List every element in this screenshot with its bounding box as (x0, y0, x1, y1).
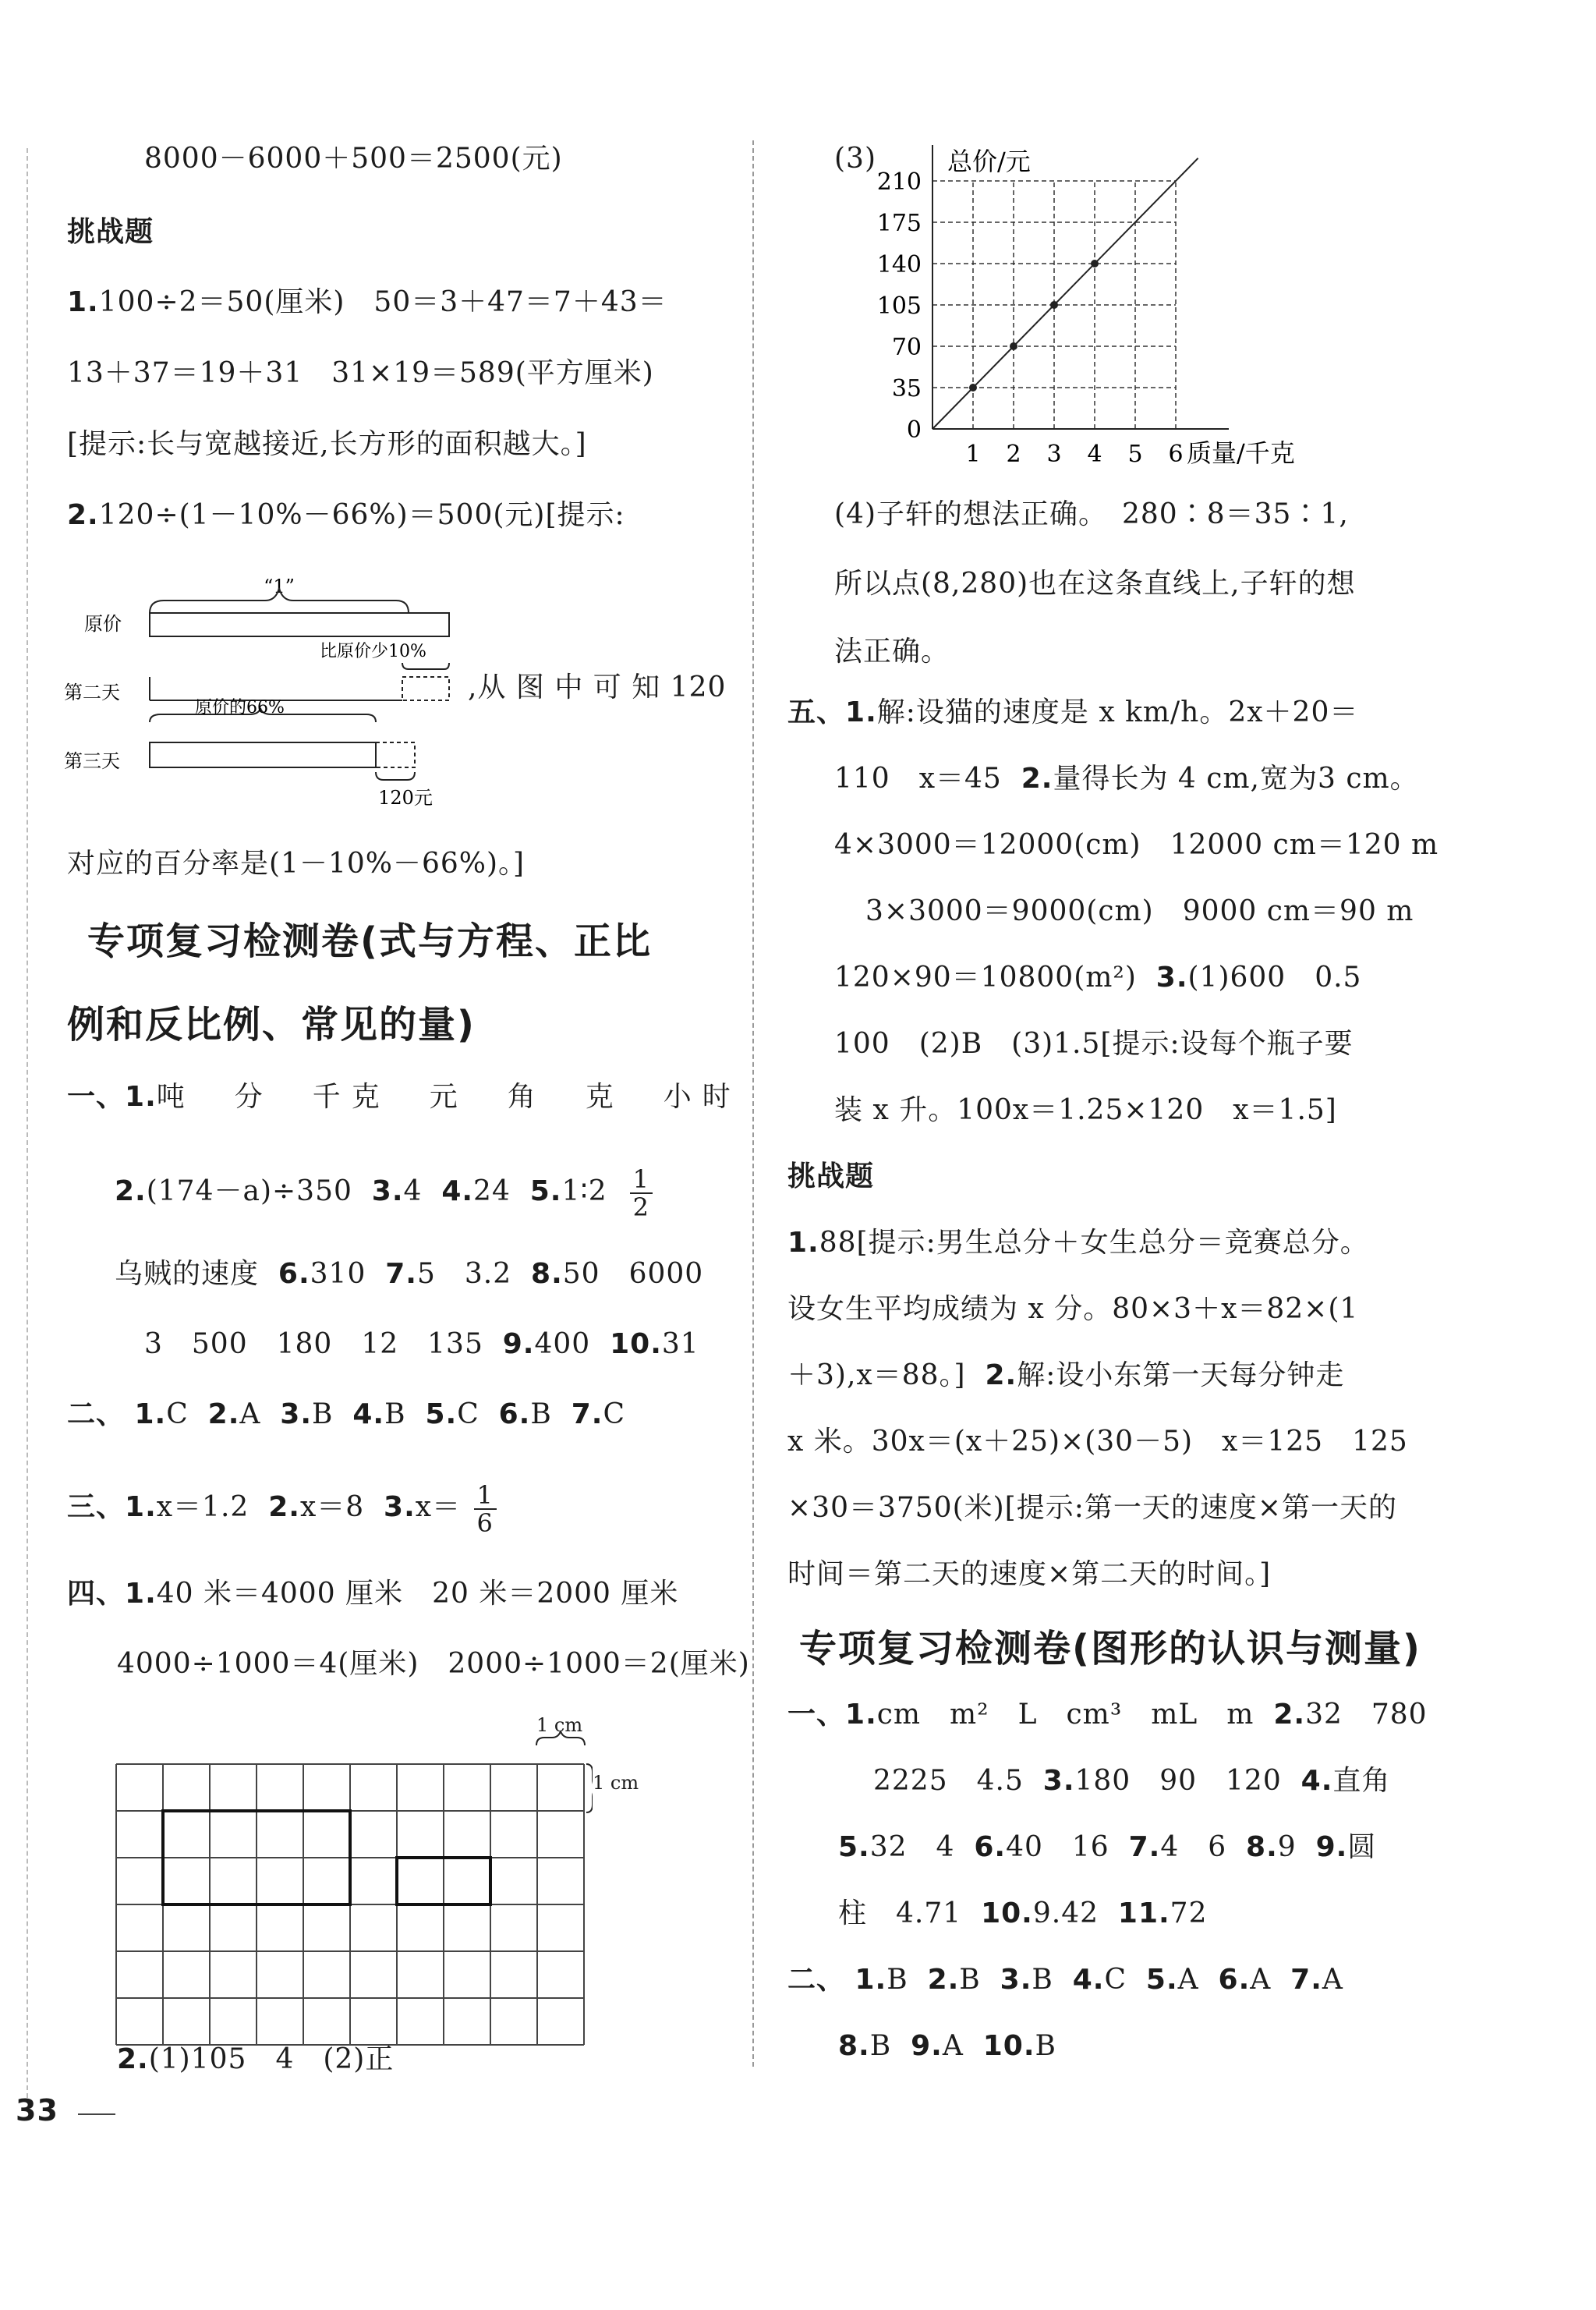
challenge-heading-right: 挑战题 (787, 1160, 875, 1192)
t2-line-a: 二、 1.B 2.B 3.B 4.C 5.A 6.A 7.A (787, 1964, 1343, 1996)
s1-q1: 一、1.吨 分 千克 元 角 克 小时 (67, 1081, 741, 1113)
chart-ytick-label: 35 (891, 375, 922, 402)
brace-less10 (402, 663, 449, 669)
s5-line-e: 120×90＝10800(m²) 3.(1)600 0.5 (834, 962, 1362, 994)
t1-line-d: 柱 4.71 10.9.42 11.72 (838, 1897, 1208, 1929)
challenge-2-line-b: ,从 图 中 可 知 120 (468, 671, 727, 703)
ch2-line-c: 时间＝第二天的速度×第二天的时间。] (787, 1558, 1272, 1590)
chart-label: (3) (834, 143, 876, 175)
chart-point (1091, 260, 1099, 267)
page-number-rule (78, 2113, 115, 2115)
s5-q1-q2: 110 x＝45 2.量得长为 4 cm,宽为3 cm。 (834, 763, 1419, 795)
fraction-one-sixth: $\frac{1}{6}$ (474, 1482, 497, 1536)
chart-xtick-label: 4 (1087, 441, 1102, 468)
diagram-orig-label: 原价 (84, 613, 122, 635)
ch2-line-b: ×30＝3750(米)[提示:第一天的速度×第一天的 (787, 1492, 1398, 1524)
s5-line-f: 100 (2)B (3)1.5[提示:设每个瓶子要 (834, 1028, 1354, 1060)
bar-day3 (150, 742, 376, 767)
t1-line-a: 一、1.cm m² L cm³ mL m 2.32 780 (787, 1699, 1428, 1731)
diagram-day2-label: 第二天 (64, 682, 120, 703)
chart-xtick-label: 6 (1168, 441, 1184, 468)
r4-line-a: (4)子轩的想法正确。 280∶8＝35∶1, (834, 498, 1349, 530)
brace-top-cm (536, 1731, 585, 1745)
chart-ytick-label: 105 (876, 292, 922, 320)
challenge-1-line-a: 1.100÷2＝50(厘米) 50＝3＋47＝7＋43＝ (67, 286, 667, 318)
chart-ylabel: 总价/元 (947, 147, 1031, 176)
s4-q2: 2.(1)105 4 (2)正 (117, 2043, 395, 2075)
chart-point (1050, 301, 1058, 309)
chart-xtick-label: 1 (965, 441, 981, 468)
s5-line-d: 3×3000＝9000(cm) 9000 cm＝90 m (865, 895, 1414, 927)
chart-ytick-label: 0 (906, 416, 922, 444)
left-line-1: 8000－6000＋500＝2500(元) (144, 143, 563, 175)
r4-line-c: 法正确。 (834, 636, 950, 668)
s5-line-c: 4×3000＝12000(cm) 12000 cm＝120 m (834, 829, 1439, 861)
challenge-2-line-c: 对应的百分率是(1－10%－66%)。] (67, 848, 526, 880)
s2-answers: 二、 1.C 2.A 3.B 4.B 5.C 6.B 7.C (67, 1398, 625, 1430)
chart-xtick-label: 5 (1127, 441, 1143, 468)
grid-cm-top-label: 1 cm (536, 1714, 583, 1736)
s1-q8-q10: 3 500 180 12 135 9.400 10.31 (144, 1328, 699, 1360)
section-title-1-line-2: 例和反比例、常见的量) (67, 1003, 476, 1047)
chart-point (969, 384, 977, 391)
diagram-less10-label: 比原价少10% (320, 642, 426, 661)
section-title-1-line-1: 专项复习检测卷(式与方程、正比 (87, 919, 652, 963)
column-divider (752, 140, 754, 2067)
chart-ytick-label: 70 (891, 334, 922, 361)
percent-bar-diagram (55, 562, 460, 819)
s3-answers: 三、1.x＝1.2 2.x＝8 3.x＝ $\frac{1}{6}$ (67, 1482, 500, 1536)
fraction-one-half: $\frac{1}{2}$ (630, 1166, 653, 1221)
ch2-line-a: x 米。30x＝(x＋25)×(30－5) x＝125 125 (787, 1426, 1408, 1458)
chart-point (1010, 342, 1017, 350)
ch1-ch2: ＋3),x＝88。] 2.解:设小东第一天每分钟走 (787, 1359, 1345, 1391)
challenge-heading-left: 挑战题 (67, 216, 154, 248)
diagram-one-label: “1” (264, 576, 295, 597)
s1-q2-q5: 2.(174－a)÷350 3.4 4.24 5.1∶2 $\frac{1}{2}$ (115, 1166, 656, 1221)
challenge-1-line-b: 13＋37＝19＋31 31×19＝589(平方厘米) (67, 357, 654, 389)
rectangle-grid (109, 1731, 593, 2051)
bar-day2-dashed (402, 677, 449, 700)
diagram-orig66-label: 原价的66% (195, 698, 285, 717)
bar-original (150, 613, 449, 636)
brace-side-cm (586, 1764, 593, 1812)
t1-line-c: 5.32 4 6.40 16 7.4 6 8.9 9.圆 (838, 1831, 1377, 1863)
chart-ytick-label: 175 (876, 210, 922, 237)
chart-xtick-label: 3 (1046, 441, 1062, 468)
chart-xlabel: 质量/千克 (1187, 438, 1295, 468)
bar-day3-dashed (376, 742, 415, 767)
section-title-2: 专项复习检测卷(图形的认识与测量) (799, 1627, 1421, 1670)
t2-line-b: 8.B 9.A 10.B (838, 2030, 1056, 2062)
r4-line-b: 所以点(8,280)也在这条直线上,子轩的想 (834, 568, 1356, 600)
diagram-day3-label: 第三天 (64, 750, 120, 772)
brace-120 (376, 772, 415, 780)
page-number: 33 (16, 2093, 58, 2128)
chart-ytick-label: 140 (876, 251, 922, 278)
s5-line-g: 装 x 升。100x＝1.25×120 x＝1.5] (834, 1094, 1337, 1126)
ch1-line-b: 设女生平均成绩为 x 分。80×3＋x＝82×(1 (787, 1293, 1359, 1325)
challenge-1-hint: [提示:长与宽越接近,长方形的面积越大。] (67, 428, 587, 460)
challenge-2-line-a: 2.120÷(1－10%－66%)＝500(元)[提示: (67, 499, 625, 531)
s5-q1-line-a: 五、1.解:设猫的速度是 x km/h。2x＋20＝ (787, 696, 1359, 728)
chart-ytick-label: 210 (876, 168, 922, 196)
left-margin-line (27, 148, 28, 2098)
price-weight-chart (873, 145, 1341, 480)
diagram-120-label: 120元 (378, 787, 433, 809)
s4-q1-line-b: 4000÷1000＝4(厘米) 2000÷1000＝2(厘米) (117, 1648, 750, 1680)
grid-cm-side-label: 1 cm (593, 1772, 639, 1794)
s4-q1-line-a: 四、1.40 米＝4000 厘米 20 米＝2000 厘米 (67, 1578, 679, 1610)
ch1-line-a: 1.88[提示:男生总分＋女生总分＝竞赛总分。 (787, 1227, 1369, 1259)
t1-line-b: 2225 4.5 3.180 90 120 4.直角 (873, 1765, 1391, 1797)
s1-q5-q8: 乌贼的速度 6.310 7.5 3.2 8.50 6000 (115, 1258, 704, 1290)
chart-xtick-label: 2 (1006, 441, 1021, 468)
